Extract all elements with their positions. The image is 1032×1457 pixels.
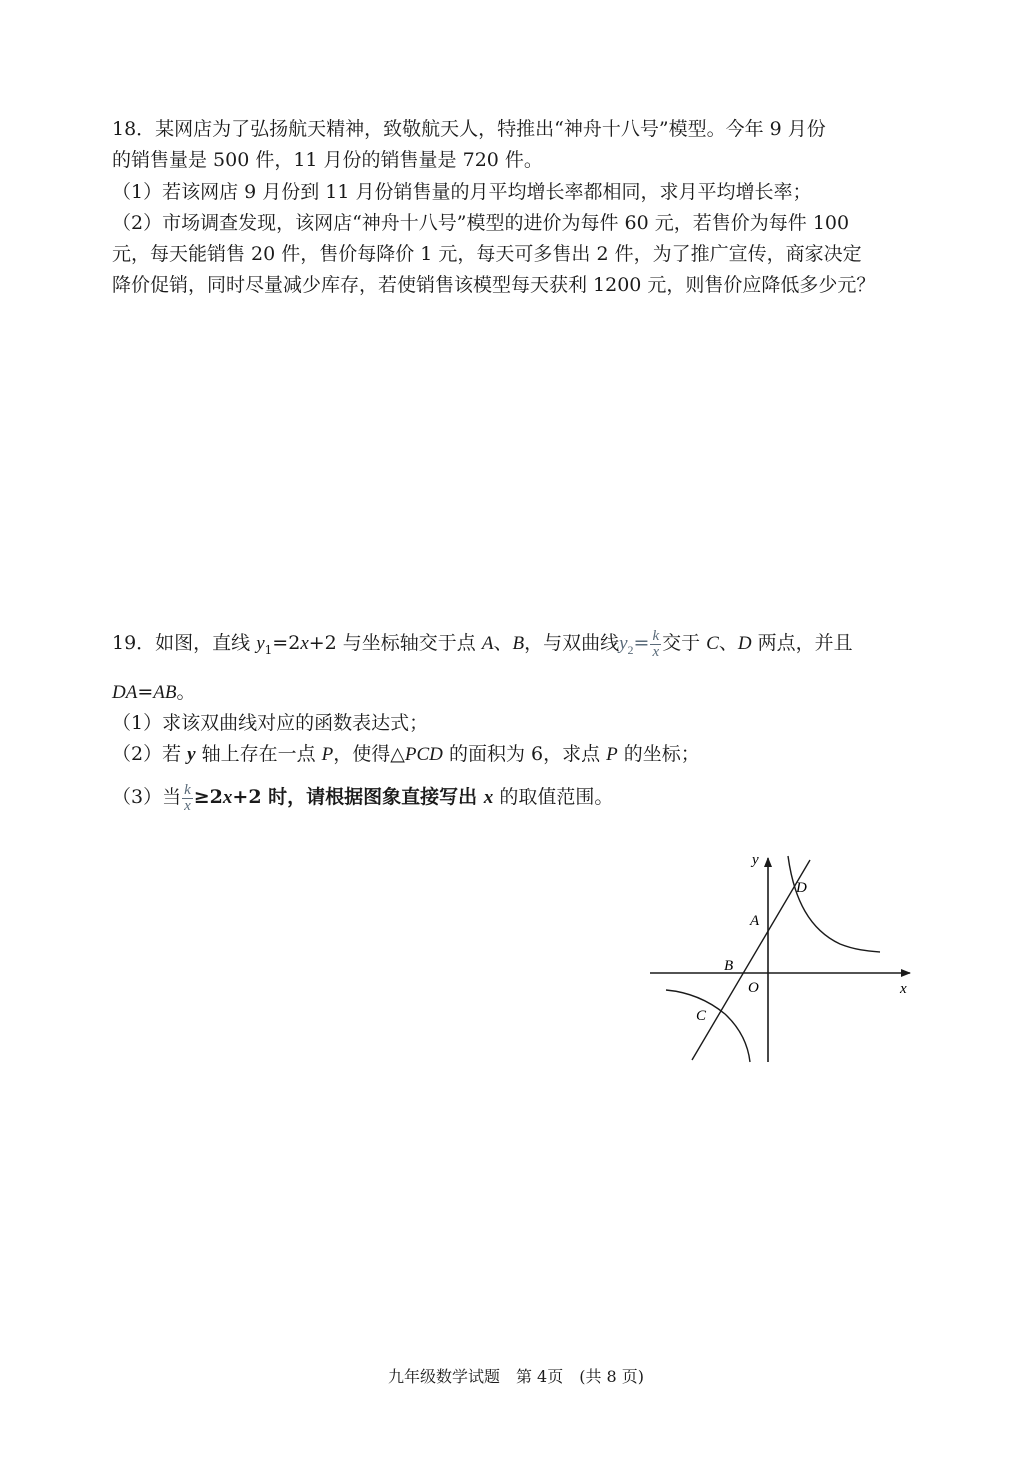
label-A: A <box>750 913 760 929</box>
q18-part-2-line-3: 降价促销，同时尽量减少库存，若使销售该模型每天获利 1200 元，则售价应降低多少元？ <box>112 274 876 296</box>
fraction-k-over-x: $\frac{k}{x}$ <box>652 627 660 660</box>
q19-line-1: 19．如图，直线 $y_1=2x+2$ 与坐标轴交于点 A、B，与双曲线$y_2=$ $\frac{k}{x}$ 交于 C、D 两点，并且 <box>112 627 853 660</box>
hyperbola-branch-lower <box>666 990 750 1062</box>
hyperbola-branch-upper <box>788 856 880 952</box>
label-D: D <box>796 880 807 896</box>
q18-part-2-line-1: （2）市场调查发现，该网店“神舟十八号”模型的进价为每件 60 元，若售价为每件 100 <box>112 212 850 234</box>
fraction-k-over-x-part3: $\frac{k}{x}$ <box>184 781 191 814</box>
q19-part-3: （3）当 $\frac{k}{x}$ ≥2x+2 时，请根据图象直接写出 x 的取值范围。 <box>112 781 614 814</box>
label-B: B <box>724 958 734 974</box>
line-y1 <box>692 860 810 1060</box>
q19-line-2: DA=AB。 <box>112 681 196 703</box>
q18-part-2-line-2: 元，每天能销售 20 件，售价每降价 1 元，每天可多售出 2 件，为了推广宣传，商家决定 <box>112 243 862 265</box>
y2-symbol: $y_2$ <box>619 633 634 657</box>
q18-part-1: （1）若该网店 9 月份到 11 月份销售量的月平均增长率都相同，求月平均增长率； <box>112 181 812 203</box>
q18-line-2: 的销售量是 500 件，11 月份的销售量是 720 件。 <box>112 149 543 171</box>
label-C: C <box>696 1008 707 1024</box>
hyperbola-line-figure <box>640 840 925 1070</box>
label-y: y <box>752 852 759 868</box>
page-footer: 九年级数学试题 第 4页 (共 8 页) <box>387 1367 645 1386</box>
q18-line-1: 18．某网店为了弘扬航天精神，致敬航天人，特推出“神舟十八号”模型。今年 9 月份 <box>112 118 826 140</box>
q19-part-2: （2）若 y 轴上存在一点 P，使得△PCD 的面积为 6，求点 P 的坐标； <box>112 743 700 765</box>
q19-part-1: （1）求该双曲线对应的函数表达式； <box>112 712 429 734</box>
label-O: O <box>748 980 759 996</box>
label-x: x <box>900 981 907 997</box>
